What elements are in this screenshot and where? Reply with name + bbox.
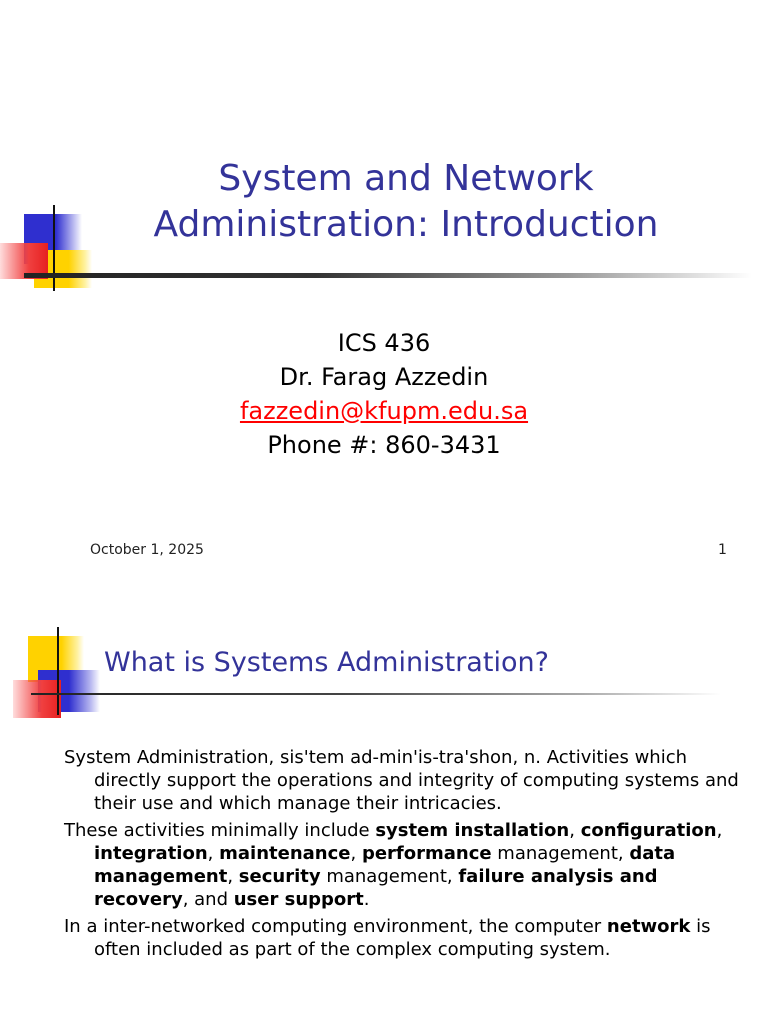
paragraph-network xyxy=(64,915,744,961)
bold-term: data management xyxy=(94,843,676,887)
text-run: , xyxy=(716,820,723,841)
text-run: , xyxy=(207,843,220,864)
text-run: , and xyxy=(182,889,234,910)
instructor-name: Dr. Farag Azzedin xyxy=(279,363,489,391)
slide-date: October 1, 2025 xyxy=(90,542,204,558)
paragraph-definition: System Administration, sis'tem ad-min'is-tra'shon, n. Activities which directly support the operations and integrity of computing systems and their use and which manage their intricacies. xyxy=(64,747,739,814)
bold-term: network xyxy=(606,916,691,937)
bold-term: failure analysis and recovery xyxy=(94,866,658,910)
slide-title xyxy=(104,156,708,248)
title-line-1: System and Network xyxy=(218,158,594,199)
slide-body xyxy=(64,746,744,965)
slide-2 xyxy=(0,590,768,1024)
course-code: ICS 436 xyxy=(337,329,431,357)
text-run: . xyxy=(363,889,370,910)
text-run: , xyxy=(569,820,581,841)
bold-term: maintenance xyxy=(219,843,351,864)
text-run: In a inter-networked computing environment, the computer xyxy=(64,916,607,937)
phone-number: Phone #: 860-3431 xyxy=(267,431,501,459)
decor-red-square xyxy=(13,680,61,718)
text-run: , xyxy=(227,866,239,887)
bold-term: integration xyxy=(94,843,208,864)
text-run: management, xyxy=(491,843,630,864)
text-run: is often included as part of the complex computing system. xyxy=(94,916,711,960)
decor-vertical-line xyxy=(53,205,55,291)
course-info xyxy=(0,326,768,462)
page-number: 1 xyxy=(718,542,727,558)
title-underline-rule xyxy=(24,273,752,278)
title-underline-rule xyxy=(31,693,721,695)
bold-term: configuration xyxy=(580,820,717,841)
email-link[interactable]: fazzedin@kfupm.edu.sa xyxy=(239,397,529,425)
decor-vertical-line xyxy=(57,627,59,715)
slide-title: What is Systems Administration? xyxy=(104,647,549,678)
title-line-2: Administration: Introduction xyxy=(153,204,659,245)
bold-term: performance xyxy=(361,843,492,864)
text-run: These activities minimally include xyxy=(64,820,376,841)
paragraph-activities xyxy=(64,819,744,911)
bold-term: user support xyxy=(233,889,364,910)
text-run: management, xyxy=(320,866,459,887)
bold-term: system installation xyxy=(375,820,570,841)
text-run: , xyxy=(350,843,362,864)
bold-term: security xyxy=(238,866,321,887)
